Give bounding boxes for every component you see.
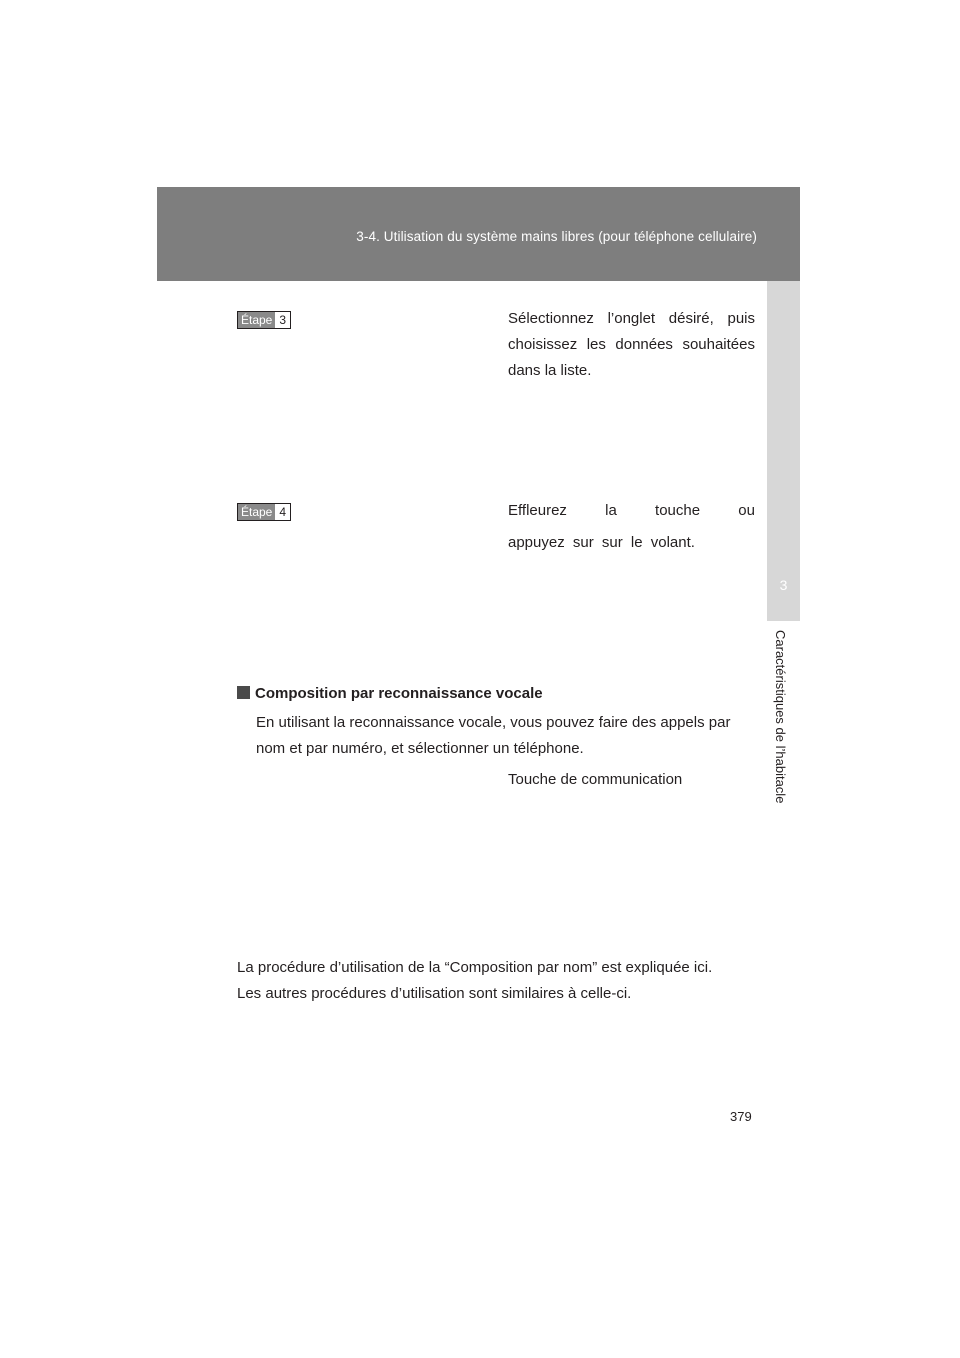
chapter-title: 3-4. Utilisation du système mains libres (pour téléphone cellulaire): [356, 229, 757, 244]
page-number: 379: [730, 1109, 752, 1124]
section-heading: [237, 685, 543, 702]
procedure-note-line: Les autres procédures d’utilisation sont similaires à celle-ci.: [237, 985, 632, 1002]
step-3-instructions: [508, 306, 755, 384]
chapter-header: [157, 187, 800, 281]
step-4-line: appuyez sur sur le volant.: [508, 534, 695, 551]
procedure-note-line: La procédure d’utilisation de la “Composition par nom” est expliquée ici.: [237, 959, 713, 976]
step-4-badge-word: Étape: [238, 504, 275, 520]
step-3-badge-number: 3: [275, 312, 290, 328]
step-4-badge: [237, 503, 291, 521]
section-body-line: nom et par numéro, et sélectionner un téléphone.: [256, 740, 584, 757]
procedure-note: [237, 955, 767, 1007]
section-body: [256, 710, 756, 762]
section-body-line: En utilisant la reconnaissance vocale, vous pouvez faire des appels par: [256, 714, 731, 731]
chapter-tab: [767, 281, 800, 621]
step-3-line: Sélectionnez l’onglet désiré, puis: [508, 310, 755, 327]
talk-switch-callout: Touche de communication: [508, 771, 683, 788]
step-3-line: dans la liste.: [508, 362, 592, 379]
step-3-badge-word: Étape: [238, 312, 275, 328]
step-4-badge-number: 4: [275, 504, 290, 520]
step-4-line: Effleurez la touche ou: [508, 502, 755, 519]
step-3-badge: [237, 311, 291, 329]
section-heading-text: Composition par reconnaissance vocale: [255, 685, 543, 702]
chapter-tab-label: Caractéristiques de l’habitacle: [773, 630, 788, 804]
step-3-line: choisissez les données souhaitées: [508, 336, 755, 353]
section-bullet-icon: [237, 686, 250, 699]
step-4-instructions: [508, 498, 755, 556]
chapter-tab-number: 3: [779, 577, 788, 593]
